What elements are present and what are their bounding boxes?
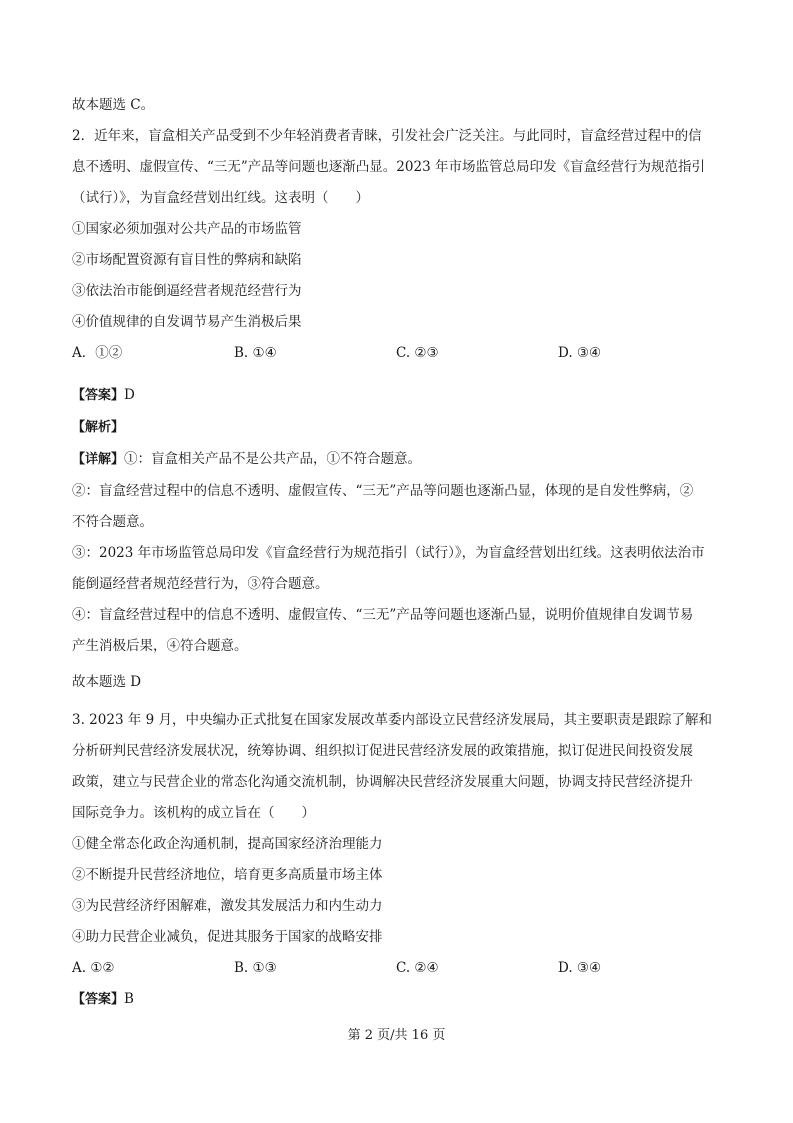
q1-conclusion: 故本题选 C。 [72,97,155,113]
q2-stem-line-2: 息不透明、虚假宣传、“三无”产品等问题也逐渐凸显。2023 年市场监管总局印发《盲盒经营行为规范指引 [72,159,705,175]
q2-detail-line-5: 能倒逼经营者规范经营行为，③符合题意。 [72,576,329,592]
q3-statement-4: ④助力民营企业减负，促进其服务于国家的战略安排 [72,929,383,945]
q3-option-c: C. ②④ [396,960,439,976]
q2-statement-1: ①国家必须加强对公共产品的市场监管 [72,221,302,237]
page-footer: 第 2 页/共 16 页 [347,1028,446,1043]
q3-stem-line-3: 政策，建立与民营企业的常态化沟通交流机制，协调解决民营经济发展重大问题，协调支持民营经济提升 [72,774,693,790]
q3-answer-value: B [124,991,134,1007]
q3-option-a: A. ①② [72,960,115,976]
q3-answer-tag: 【答案】 [72,992,125,1007]
q3-statement-3: ③为民营经济纾困解难，激发其发展活力和内生动力 [72,898,383,914]
q2-detail-line-1 [72,450,421,469]
q3-option-b: B. ①③ [234,960,277,976]
q3-answer [72,990,134,1009]
q3-stem-line-2: 分析研判民营经济发展状况，统筹协调、组织拟订促进民营经济发展的政策措施，拟订促进民间投资发展 [72,743,693,759]
q2-statement-3: ③依法治市能倒逼经营者规范经营行为 [72,283,302,299]
q3-stem-line-4: 国际竞争力。该机构的成立旨在（ ） [72,805,315,821]
q2-detail-line-2: ②：盲盒经营过程中的信息不透明、虚假宣传、“三无”产品等问题也逐渐凸显，体现的是自发性弊病，② [72,483,694,499]
q3-stem-line-1: 3. 2023 年 9 月，中央编办正式批复在国家发展改革委内部设立民营经济发展局，其主要职责是跟踪了解和 [72,712,712,728]
q2-stem-line-3: （试行）》，为盲盒经营划出红线。这表明（ ） [72,190,369,206]
q2-option-a: A．①② [72,345,123,361]
q2-conclusion: 故本题选 D [72,674,142,690]
q3-statement-1: ①健全常态化政企沟通机制，提高国家经济治理能力 [72,836,383,852]
q3-options [72,959,732,977]
q2-detail-tag: 【详解】 [72,452,125,467]
q2-options [72,344,732,362]
q2-answer-tag: 【答案】 [72,388,125,403]
q2-statement-4: ④价值规律的自发调节易产生消极后果 [72,314,302,330]
q3-statement-2: ②不断提升民营经济地位，培育更多高质量市场主体 [72,867,383,883]
q2-option-c: C. ②③ [396,345,439,361]
q2-detail-text-1: ①：盲盒相关产品不是公共产品，①不符合题意。 [124,451,422,467]
q3-option-d: D. ③④ [558,960,602,976]
q2-option-b: B. ①④ [234,345,277,361]
q2-answer [72,386,135,405]
q2-option-d: D. ③④ [558,345,602,361]
q2-detail-line-7: 产生消极后果，④符合题意。 [72,638,248,654]
q2-detail-line-4: ③：2023 年市场监管总局印发《盲盒经营行为规范指引（试行）》，为盲盒经营划出红线。这表明依法治市 [72,545,705,561]
q2-detail-line-3: 不符合题意。 [72,514,153,530]
q2-statement-2: ②市场配置资源有盲目性的弊病和缺陷 [72,252,302,268]
q2-analysis-label: 【解析】 [72,420,125,435]
q2-stem-line-1: 2．近年来，盲盒相关产品受到不少年轻消费者青睐，引发社会广泛关注。与此同时，盲盒经营过程中的信 [72,128,702,144]
q2-detail-line-6: ④：盲盒经营过程中的信息不透明、虚假宣传、“三无”产品等问题也逐渐凸显，说明价值规律自发调节易 [72,607,694,623]
q2-analysis-tag [72,418,124,437]
q2-answer-value: D [124,387,135,403]
